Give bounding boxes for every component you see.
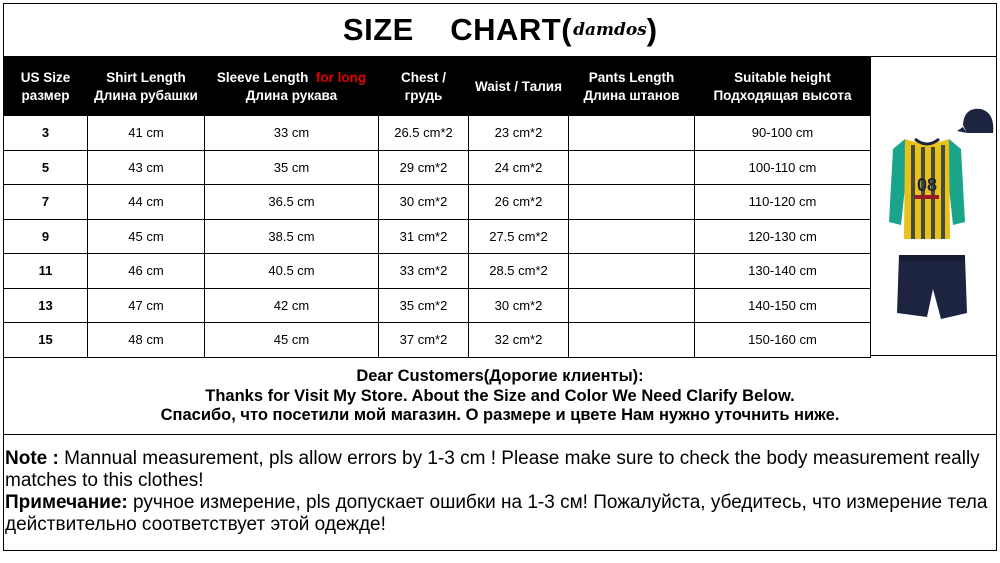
cell-shirt: 44 cm bbox=[88, 185, 205, 220]
cell-shirt: 43 cm bbox=[88, 150, 205, 185]
cell-pants bbox=[569, 254, 695, 289]
cell-size: 15 bbox=[4, 323, 88, 358]
cell-height: 150-160 cm bbox=[695, 323, 871, 358]
table-row bbox=[4, 150, 871, 185]
header-pants-length: Pants Length Длина штанов bbox=[569, 58, 695, 116]
header-sleeve-length: Sleeve Length for long Длина рукава bbox=[205, 58, 379, 116]
cell-chest: 33 cm*2 bbox=[379, 254, 469, 289]
size-table bbox=[3, 57, 871, 358]
cell-height: 140-150 cm bbox=[695, 288, 871, 323]
cell-waist: 28.5 cm*2 bbox=[469, 254, 569, 289]
cell-height: 100-110 cm bbox=[695, 150, 871, 185]
cell-chest: 30 cm*2 bbox=[379, 185, 469, 220]
cell-pants bbox=[569, 116, 695, 151]
shirt-number: 08 bbox=[916, 175, 938, 195]
header-chest: Chest / грудь bbox=[379, 58, 469, 116]
table-row bbox=[4, 116, 871, 151]
note-label-en: Note : bbox=[5, 448, 59, 469]
table-row bbox=[4, 219, 871, 254]
cell-waist: 23 cm*2 bbox=[469, 116, 569, 151]
cell-waist: 30 cm*2 bbox=[469, 288, 569, 323]
cell-pants bbox=[569, 150, 695, 185]
table-row bbox=[4, 254, 871, 289]
cell-sleeve: 33 cm bbox=[205, 116, 379, 151]
customer-message bbox=[3, 356, 997, 435]
header-row bbox=[4, 58, 871, 116]
header-shirt-length: Shirt Length Длина рубашки bbox=[88, 58, 205, 116]
cell-pants bbox=[569, 219, 695, 254]
cell-size: 5 bbox=[4, 150, 88, 185]
brand-name: damdos bbox=[573, 19, 647, 40]
cell-sleeve: 35 cm bbox=[205, 150, 379, 185]
cell-shirt: 46 cm bbox=[88, 254, 205, 289]
rash-guard-shirt bbox=[889, 139, 965, 239]
cell-height: 90-100 cm bbox=[695, 116, 871, 151]
shirt-print bbox=[915, 195, 939, 199]
note-english bbox=[5, 448, 990, 492]
cell-height: 120-130 cm bbox=[695, 219, 871, 254]
customer-greeting: Dear Customers(Дорогие клиенты): bbox=[356, 367, 644, 385]
cell-size: 3 bbox=[4, 116, 88, 151]
table-row bbox=[4, 323, 871, 358]
cell-waist: 27.5 cm*2 bbox=[469, 219, 569, 254]
note-label-ru: Примечание: bbox=[5, 492, 128, 513]
customer-thanks-en: Thanks for Visit My Store. About the Size and Color We Need Clarify Below. bbox=[205, 386, 795, 405]
shirt-stripe bbox=[941, 145, 945, 239]
cell-waist: 24 cm*2 bbox=[469, 150, 569, 185]
cell-shirt: 45 cm bbox=[88, 219, 205, 254]
swim-shorts bbox=[897, 255, 967, 319]
cell-chest: 29 cm*2 bbox=[379, 150, 469, 185]
note-text-en: Mannual measurement, pls allow errors by 1-3 cm ! Please make sure to check the body measurement really matches to this clothes! bbox=[5, 448, 980, 491]
header-us-size: US Size размер bbox=[4, 58, 88, 116]
cell-sleeve: 45 cm bbox=[205, 323, 379, 358]
cell-sleeve: 42 cm bbox=[205, 288, 379, 323]
cell-sleeve: 36.5 cm bbox=[205, 185, 379, 220]
cell-pants bbox=[569, 185, 695, 220]
title-close-paren: ) bbox=[646, 11, 658, 47]
cell-height: 130-140 cm bbox=[695, 254, 871, 289]
cell-sleeve: 38.5 cm bbox=[205, 219, 379, 254]
swimsuit-illustration bbox=[871, 57, 996, 354]
cell-chest: 37 cm*2 bbox=[379, 323, 469, 358]
shirt-stripe bbox=[911, 145, 915, 239]
cell-shirt: 47 cm bbox=[88, 288, 205, 323]
cell-sleeve: 40.5 cm bbox=[205, 254, 379, 289]
for-long-label: for long bbox=[315, 69, 367, 85]
swim-cap bbox=[957, 109, 993, 133]
measurement-note bbox=[5, 448, 990, 536]
cell-size: 13 bbox=[4, 288, 88, 323]
cell-chest: 26.5 cm*2 bbox=[379, 116, 469, 151]
table-row bbox=[4, 288, 871, 323]
cell-chest: 31 cm*2 bbox=[379, 219, 469, 254]
cell-shirt: 48 cm bbox=[88, 323, 205, 358]
cell-shirt: 41 cm bbox=[88, 116, 205, 151]
header-waist: Waist / Талия bbox=[469, 58, 569, 116]
product-image bbox=[870, 57, 997, 356]
table-row bbox=[4, 185, 871, 220]
cell-height: 110-120 cm bbox=[695, 185, 871, 220]
cell-waist: 32 cm*2 bbox=[469, 323, 569, 358]
note-russian bbox=[5, 492, 990, 536]
page-title: SIZE CHART( bbox=[342, 11, 573, 47]
cell-pants bbox=[569, 288, 695, 323]
shirt-collar bbox=[915, 139, 939, 144]
note-text-ru: ручное измерение, pls допускает ошибки на 1-3 см! Пожалуйста, убедитесь, что измерение тела действительно соответствует этой одежде! bbox=[5, 492, 988, 535]
cell-pants bbox=[569, 323, 695, 358]
cell-waist: 26 cm*2 bbox=[469, 185, 569, 220]
customer-thanks-ru: Спасибо, что посетили мой магазин. О размере и цвете Нам нужно уточнить ниже. bbox=[160, 406, 840, 424]
cell-size: 9 bbox=[4, 219, 88, 254]
cell-size: 7 bbox=[4, 185, 88, 220]
cell-size: 11 bbox=[4, 254, 88, 289]
title-row bbox=[3, 3, 997, 57]
cell-chest: 35 cm*2 bbox=[379, 288, 469, 323]
header-suitable-height: Suitable height Подходящая высота bbox=[695, 58, 871, 116]
